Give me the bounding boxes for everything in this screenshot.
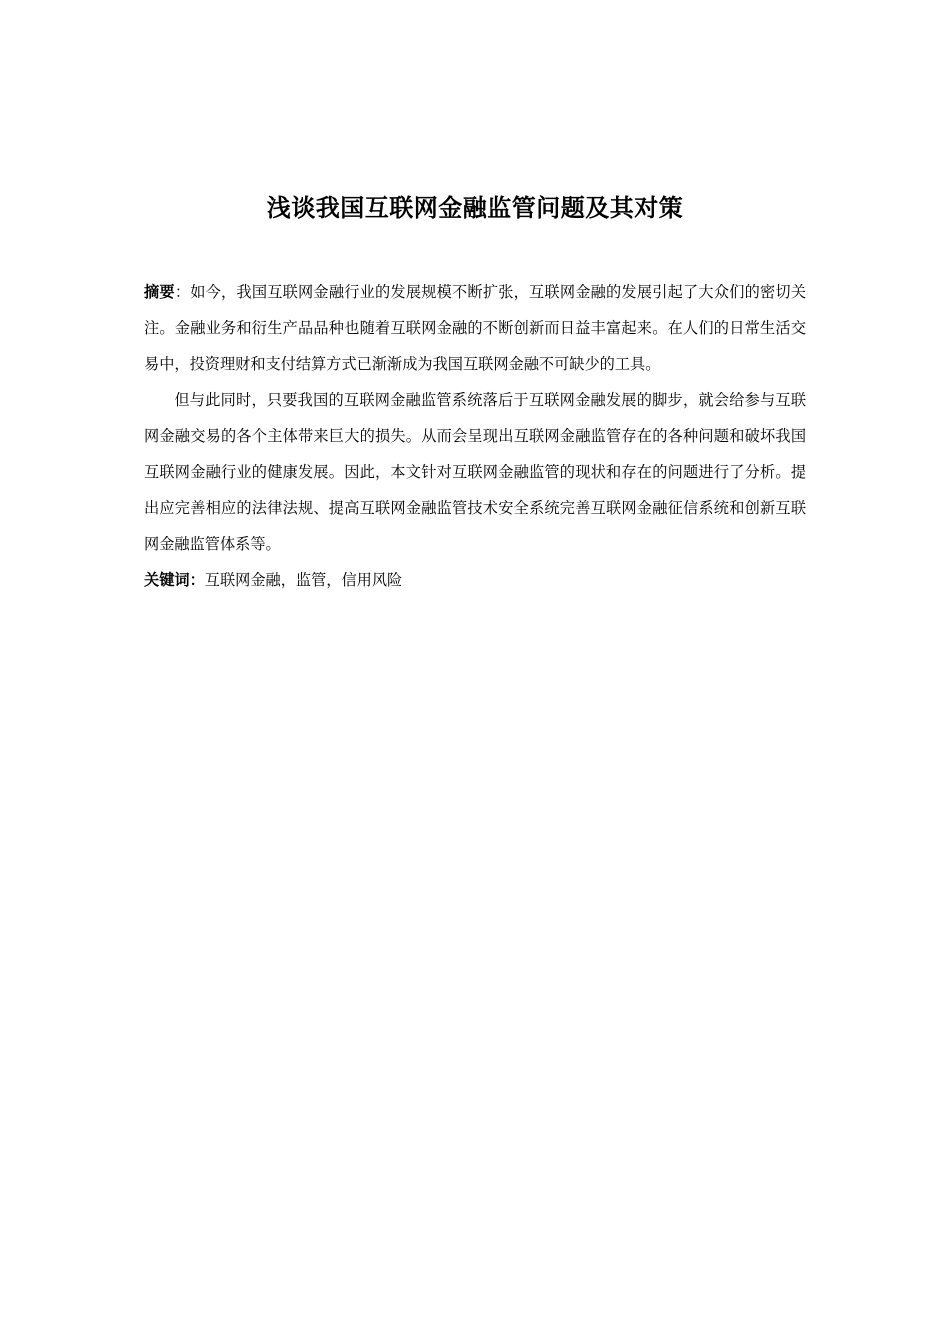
keywords-line xyxy=(144,562,806,598)
keywords-text: 互联网金融，监管，信用风险 xyxy=(204,571,403,589)
document-title: 浅谈我国互联网金融监管问题及其对策 xyxy=(266,194,684,222)
abstract-separator: ： xyxy=(174,283,191,301)
keywords-label: 关键词： xyxy=(144,571,205,589)
abstract-paragraph-2: 但与此同时，只要我国的互联网金融监管系统落后于互联网金融发展的脚步，就会给参与互联网金融交易的各个主体带来巨大的损失。从而会呈现出互联网金融监管存在的各种问题和破坏我国互联网金融行业的健康发展。因此，本文针对互联网金融监管的现状和存在的问题进行了分析。提出应完善相应的法律法规、提高互联网金融监管技术安全系统完善互联网金融征信系统和创新互联网金融监管体系等。 xyxy=(144,391,806,553)
abstract-section xyxy=(144,274,806,598)
abstract-paragraph-1 xyxy=(144,274,806,382)
abstract-label: 摘要 xyxy=(144,283,175,301)
abstract-text-1: 如今，我国互联网金融行业的发展规模不断扩张，互联网金融的发展引起了大众们的密切关注。金融业务和衍生产品品种也随着互联网金融的不断创新而日益丰富起来。在人们的日常生活交易中，投资理财和支付结算方式已渐渐成为我国互联网金融不可缺少的工具。 xyxy=(144,283,807,373)
